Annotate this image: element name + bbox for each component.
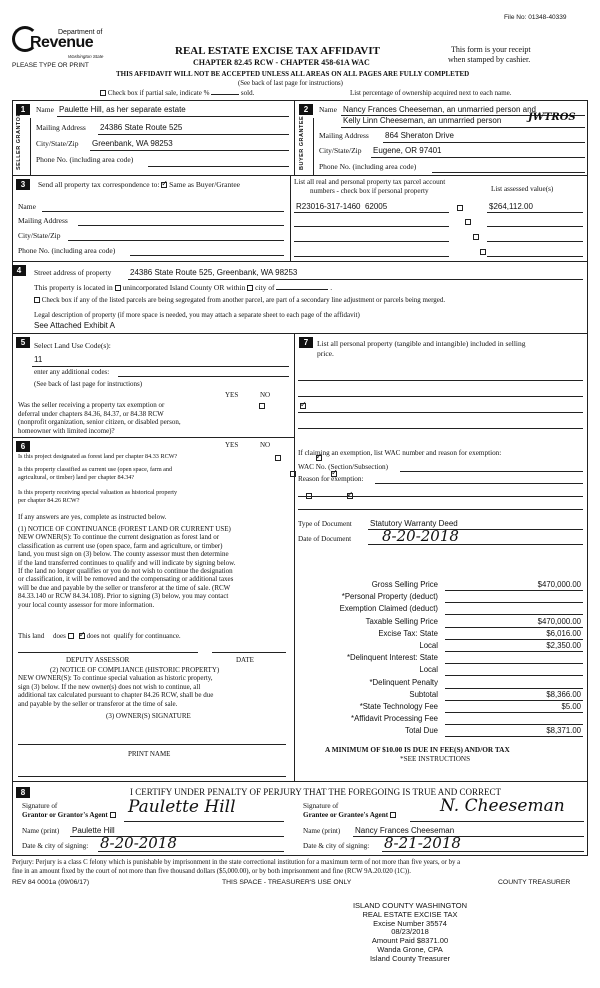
s6-forest-yes-checkbox[interactable] xyxy=(275,455,281,461)
total-value[interactable]: $5.00 xyxy=(561,702,581,711)
personal-property-label: List all personal property (tangible and intangible) included in selling price. xyxy=(317,339,526,358)
s6-no-header: NO xyxy=(260,441,271,449)
city-of-label: city of xyxy=(255,283,275,292)
located-row: This property is located in unincorporated Island County OR within city of . xyxy=(34,283,333,292)
section-6-badge: 6 xyxy=(16,441,30,452)
exemption-reason-label: Reason for exemption: xyxy=(298,475,364,483)
doc-type[interactable]: Statutory Warranty Deed xyxy=(370,519,458,528)
s6-yes-header: YES xyxy=(225,441,239,449)
grantee-signature[interactable]: N. Cheeseman xyxy=(440,796,565,816)
s3-phone-label: Phone No. (including area code) xyxy=(18,246,116,255)
logo-line-3: Washington State xyxy=(68,54,104,59)
unincorporated-checkbox[interactable] xyxy=(115,285,121,291)
total-value[interactable]: $8,371.00 xyxy=(546,726,581,736)
grantor-date-label: Date & city of signing: xyxy=(22,842,89,850)
s5-no-header: NO xyxy=(260,391,271,399)
unincorporated-label: unincorporated Island County OR within xyxy=(122,283,246,292)
same-as-buyer-label: Same as Buyer/Grantee xyxy=(169,180,240,189)
seller-name[interactable]: Paulette Hill, as her separate estate xyxy=(59,105,186,114)
deputy-assessor-label: DEPUTY ASSESSOR xyxy=(66,656,130,664)
assessed-header: List assessed value(s) xyxy=(491,185,554,193)
s5-exemption-no-checkbox[interactable] xyxy=(300,403,306,409)
buyer-name-line-1[interactable]: Nancy Frances Cheeseman, an unmarried person and xyxy=(343,105,536,114)
section-3-badge: 3 xyxy=(16,179,30,190)
total-label: Total Due xyxy=(405,726,438,736)
grantor-name[interactable]: Paulette Hill xyxy=(72,826,115,835)
s6-current-use-yes-checkbox[interactable] xyxy=(290,471,296,477)
section-8-badge: 8 xyxy=(16,787,30,798)
continuance-does-checkbox[interactable] xyxy=(68,633,74,639)
total-label: *Personal Property (deduct) xyxy=(341,592,438,602)
wac-label: WAC No. (Section/Subsection) xyxy=(298,463,389,471)
buyer-jwtros-handwritten: JWTROS xyxy=(528,112,576,123)
grantor-agent-label: Grantor or Grantor's Agent xyxy=(22,811,116,819)
receipt-note-2: when stamped by cashier. xyxy=(448,55,531,64)
land-use-label: Select Land Use Code(s): xyxy=(34,341,111,350)
parcel-4-personal-checkbox[interactable] xyxy=(480,249,486,255)
print-note: PLEASE TYPE OR PRINT xyxy=(12,62,89,69)
section-7-badge: 7 xyxy=(299,337,313,348)
s6-current-use-question: Is this property classified as current use (open space, farm and agricultural, or timber) land per chapter 84.34? xyxy=(18,466,173,481)
legal-label: Legal description of property (if more space is needed, you may attach a separate sheet to each page of the affidavit) xyxy=(34,311,360,319)
parcels-header-1: List all real and personal property tax parcel account xyxy=(294,178,446,186)
total-value[interactable]: $8,366.00 xyxy=(546,689,581,699)
total-label: Gross Selling Price xyxy=(371,580,438,589)
seller-phone-label: Phone No. (including area code) xyxy=(36,155,134,164)
file-number: File No: 01348-40339 xyxy=(504,14,567,21)
receipt-note-1: This form is your receipt xyxy=(451,45,531,54)
total-label: *Delinquent Interest: State xyxy=(346,653,438,663)
buyer-city[interactable]: Eugene, OR 97401 xyxy=(373,146,442,155)
total-label: Local xyxy=(419,641,438,650)
total-label: *Affidavit Processing Fee xyxy=(351,714,438,724)
exemption-label: If claiming an exemption, list WAC number and reason for exemption: xyxy=(298,449,502,457)
grantor-sig-label-1: Signature of xyxy=(22,802,58,810)
print-name-label: PRINT NAME xyxy=(128,750,171,758)
section-2-badge: 2 xyxy=(299,104,313,115)
partial-sale-sold: sold. xyxy=(240,89,255,97)
s5-exemption-question: Was the seller receiving a property tax exemption or deferral under chapters 84.36, 84.37, or 84.38 RCW (nonprofit organization, senior citizen, or disabled person, homeowner with limited income)? xyxy=(18,401,181,435)
seller-name-label: Name xyxy=(36,105,54,114)
total-label: *Delinquent Penalty xyxy=(369,677,438,687)
compliance-notice: (2) NOTICE OF COMPLIANCE (HISTORIC PROPERTY) NEW OWNER(S): To continue special valuation as historic property, sign (3) below. If the new owner(s) does not wish to continue, all additional tax calculated pursuant to chapter 84.26 RCW, shall be due and payable by the seller or transferor at the time of sale. xyxy=(18,666,220,708)
deputy-date-label: DATE xyxy=(236,656,254,664)
seller-city[interactable]: Greenbank, WA 98253 xyxy=(92,139,173,148)
total-label: Subtotal xyxy=(409,689,438,699)
partial-sale-checkbox[interactable] xyxy=(100,90,106,96)
grantee-date[interactable]: 8-21-2018 xyxy=(384,834,461,852)
form-subtitle: CHAPTER 82.45 RCW - CHAPTER 458-61A WAC xyxy=(193,58,370,67)
s6-forest-question: Is this project designated as forest land per chapter 84.33 RCW? xyxy=(18,453,178,460)
partial-sale-label: Check box if partial sale, indicate % xyxy=(107,89,210,97)
seller-mailing-label: Mailing Address xyxy=(36,123,86,132)
certify-statement: I CERTIFY UNDER PENALTY OF PERJURY THAT THE FOREGOING IS TRUE AND CORRECT xyxy=(130,787,501,797)
total-value[interactable]: $470,000.00 xyxy=(537,616,581,626)
doc-date-handwritten[interactable]: 8-20-2018 xyxy=(382,527,459,545)
doc-date-label: Date of Document xyxy=(298,535,352,543)
grantor-date[interactable]: 8-20-2018 xyxy=(100,834,177,852)
seller-side-label: SELLER GRANTOR xyxy=(16,112,22,170)
total-label: Exemption Claimed (deduct) xyxy=(339,604,438,614)
s3-city-label: City/State/Zip xyxy=(18,231,61,240)
continuance-row: This land does ✓ does not qualify for continuance. xyxy=(18,632,181,640)
treasurer-stamp: ISLAND COUNTY WASHINGTON REAL ESTATE EXCISE TAX Excise Number 35574 08/23/2018 Amount Paid $8371.00 Wanda Grone, CPA Island County Treasurer xyxy=(352,901,468,963)
city-of-checkbox[interactable] xyxy=(247,285,253,291)
form-revision: REV 84 0001a (09/06/17) xyxy=(12,879,90,886)
treasurer-use-note: THIS SPACE - TREASURER'S USE ONLY xyxy=(222,879,352,886)
partial-sale-row xyxy=(100,89,254,97)
doc-type-label: Type of Document xyxy=(298,520,352,528)
additional-codes-label: enter any additional codes: xyxy=(34,368,110,376)
correspondence-label: Send all property tax correspondence to: xyxy=(38,180,160,189)
parcel-1-assessed[interactable]: $264,112.00 xyxy=(489,202,533,211)
grantee-date-label: Date & city of signing: xyxy=(303,842,370,850)
section-5-badge: 5 xyxy=(16,337,30,348)
warning-text: THIS AFFIDAVIT WILL NOT BE ACCEPTED UNLESS ALL AREAS ON ALL PAGES ARE FULLY COMPLETED xyxy=(116,70,470,78)
segregation-checkbox[interactable] xyxy=(34,297,40,303)
located-label: This property is located in xyxy=(34,283,113,292)
total-value[interactable]: $2,350.00 xyxy=(546,641,581,650)
grantor-name-label: Name (print) xyxy=(22,827,60,835)
instructions-note: (See back of last page for instructions) xyxy=(238,80,343,87)
same-as-buyer-checkbox[interactable] xyxy=(161,182,167,188)
buyer-mailing-label: Mailing Address xyxy=(319,131,369,140)
parcel-1-number[interactable]: R23016-317-1460 62005 xyxy=(296,202,388,211)
land-use-code[interactable]: 11 xyxy=(34,355,43,364)
parcels-header-2: numbers - check box if personal property xyxy=(310,187,429,195)
buyer-phone-label: Phone No. (including area code) xyxy=(319,162,417,171)
street-label: Street address of property xyxy=(34,268,112,277)
logo-line-1: Department of xyxy=(58,29,103,36)
s6-historic-question: Is this property receiving special valuation as historical property per chapter 84.26 RCW? xyxy=(18,489,178,504)
buyer-mailing[interactable]: 864 Sheraton Drive xyxy=(385,131,454,140)
if-yes-note: If any answers are yes, complete as instructed below. xyxy=(18,513,167,521)
minimum-fee-note: A MINIMUM OF $10.00 IS DUE IN FEE(S) AND/OR TAX xyxy=(325,745,510,754)
section-4-badge: 4 xyxy=(12,265,26,276)
buyer-name-label: Name xyxy=(319,105,337,114)
grantor-signature[interactable]: Paulette Hill xyxy=(128,797,236,817)
s3-mailing-label: Mailing Address xyxy=(18,216,68,225)
section-1-badge: 1 xyxy=(16,104,30,115)
form-title: REAL ESTATE EXCISE TAX AFFIDAVIT xyxy=(175,45,380,57)
total-label: Excise Tax: State xyxy=(378,628,438,638)
logo-line-2: Revenue xyxy=(30,34,94,51)
county-treasurer-label: COUNTY TREASURER xyxy=(498,879,571,886)
grantee-name[interactable]: Nancy Frances Cheeseman xyxy=(355,826,455,835)
s5-exemption-yes-checkbox[interactable] xyxy=(259,403,265,409)
segregation-row xyxy=(34,296,445,304)
s5-yes-header: YES xyxy=(225,391,239,399)
parcel-1-personal-checkbox[interactable] xyxy=(457,205,463,211)
total-label: Taxable Selling Price xyxy=(365,616,438,626)
s3-name-label: Name xyxy=(18,202,36,211)
seller-mailing[interactable]: 24386 State Route 525 xyxy=(100,123,183,132)
buyer-name-line-2[interactable]: Kelly Linn Cheeseman, an unmarried person xyxy=(343,116,502,125)
total-value[interactable]: $470,000.00 xyxy=(537,580,581,589)
ownership-note: List percentage of ownership acquired next to each name. xyxy=(350,89,512,97)
total-value[interactable]: $6,016.00 xyxy=(546,628,581,638)
parcel-3-personal-checkbox[interactable] xyxy=(473,234,479,240)
segregation-label: Check box if any of the listed parcels are being segregated from another parcel, are part of a secondary line adjustment or parcels being merged. xyxy=(41,296,446,304)
see-instructions-note: *SEE INSTRUCTIONS xyxy=(400,755,471,763)
owner-signature-label: (3) OWNER(S) SIGNATURE xyxy=(106,712,191,720)
correspondence-row xyxy=(38,180,240,189)
seller-city-label: City/State/Zip xyxy=(36,139,79,148)
grantee-agent-label: Grantee or Grantee's Agent xyxy=(303,811,396,819)
legal-description[interactable]: See Attached Exhibit A xyxy=(34,321,115,330)
perjury-statement: Perjury: Perjury is a class C felony which is punishable by imprisonment in the state correctional institution for a maximum term of not more than five years, or by a fine in an amount fixed by the court of not more than five thousand dollars ($5,000.00), or by both imprisonment and fine (RCW 9A.20.020 (1C)). xyxy=(12,859,461,875)
continuance-notice: (1) NOTICE OF CONTINUANCE (FOREST LAND OR CURRENT USE) NEW OWNER(S): To continue the current designation as forest land or classification as current use (open space, farm and agriculture, or timber) land, you must sign on (3) below. The county assessor must then determine if the land transferred continues to qualify and will indicate by signing below. If the land no longer qualifies or you do not wish to continue the designation or classification, it will be removed and the compensating or additional taxes will be due and payable by the seller or transferor at the time of sale. (RCW 84.33.140 or RCW 84.34.108). Prior to signing (3) below, you may contact your local county assessor for more information. xyxy=(18,525,236,609)
grantee-name-label: Name (print) xyxy=(303,827,341,835)
parcel-2-personal-checkbox[interactable] xyxy=(465,219,471,225)
street-address[interactable]: 24386 State Route 525, Greenbank, WA 98253 xyxy=(130,268,298,277)
total-label: *State Technology Fee xyxy=(359,702,438,711)
continuance-does-not-checkbox[interactable] xyxy=(79,633,85,639)
total-label: Local xyxy=(419,665,438,675)
land-use-see-back: (See back of last page for instructions) xyxy=(34,380,143,388)
grantee-sig-label-1: Signature of xyxy=(303,802,339,810)
buyer-city-label: City/State/Zip xyxy=(319,146,362,155)
buyer-side-label: BUYER GRANTEE xyxy=(299,115,305,170)
